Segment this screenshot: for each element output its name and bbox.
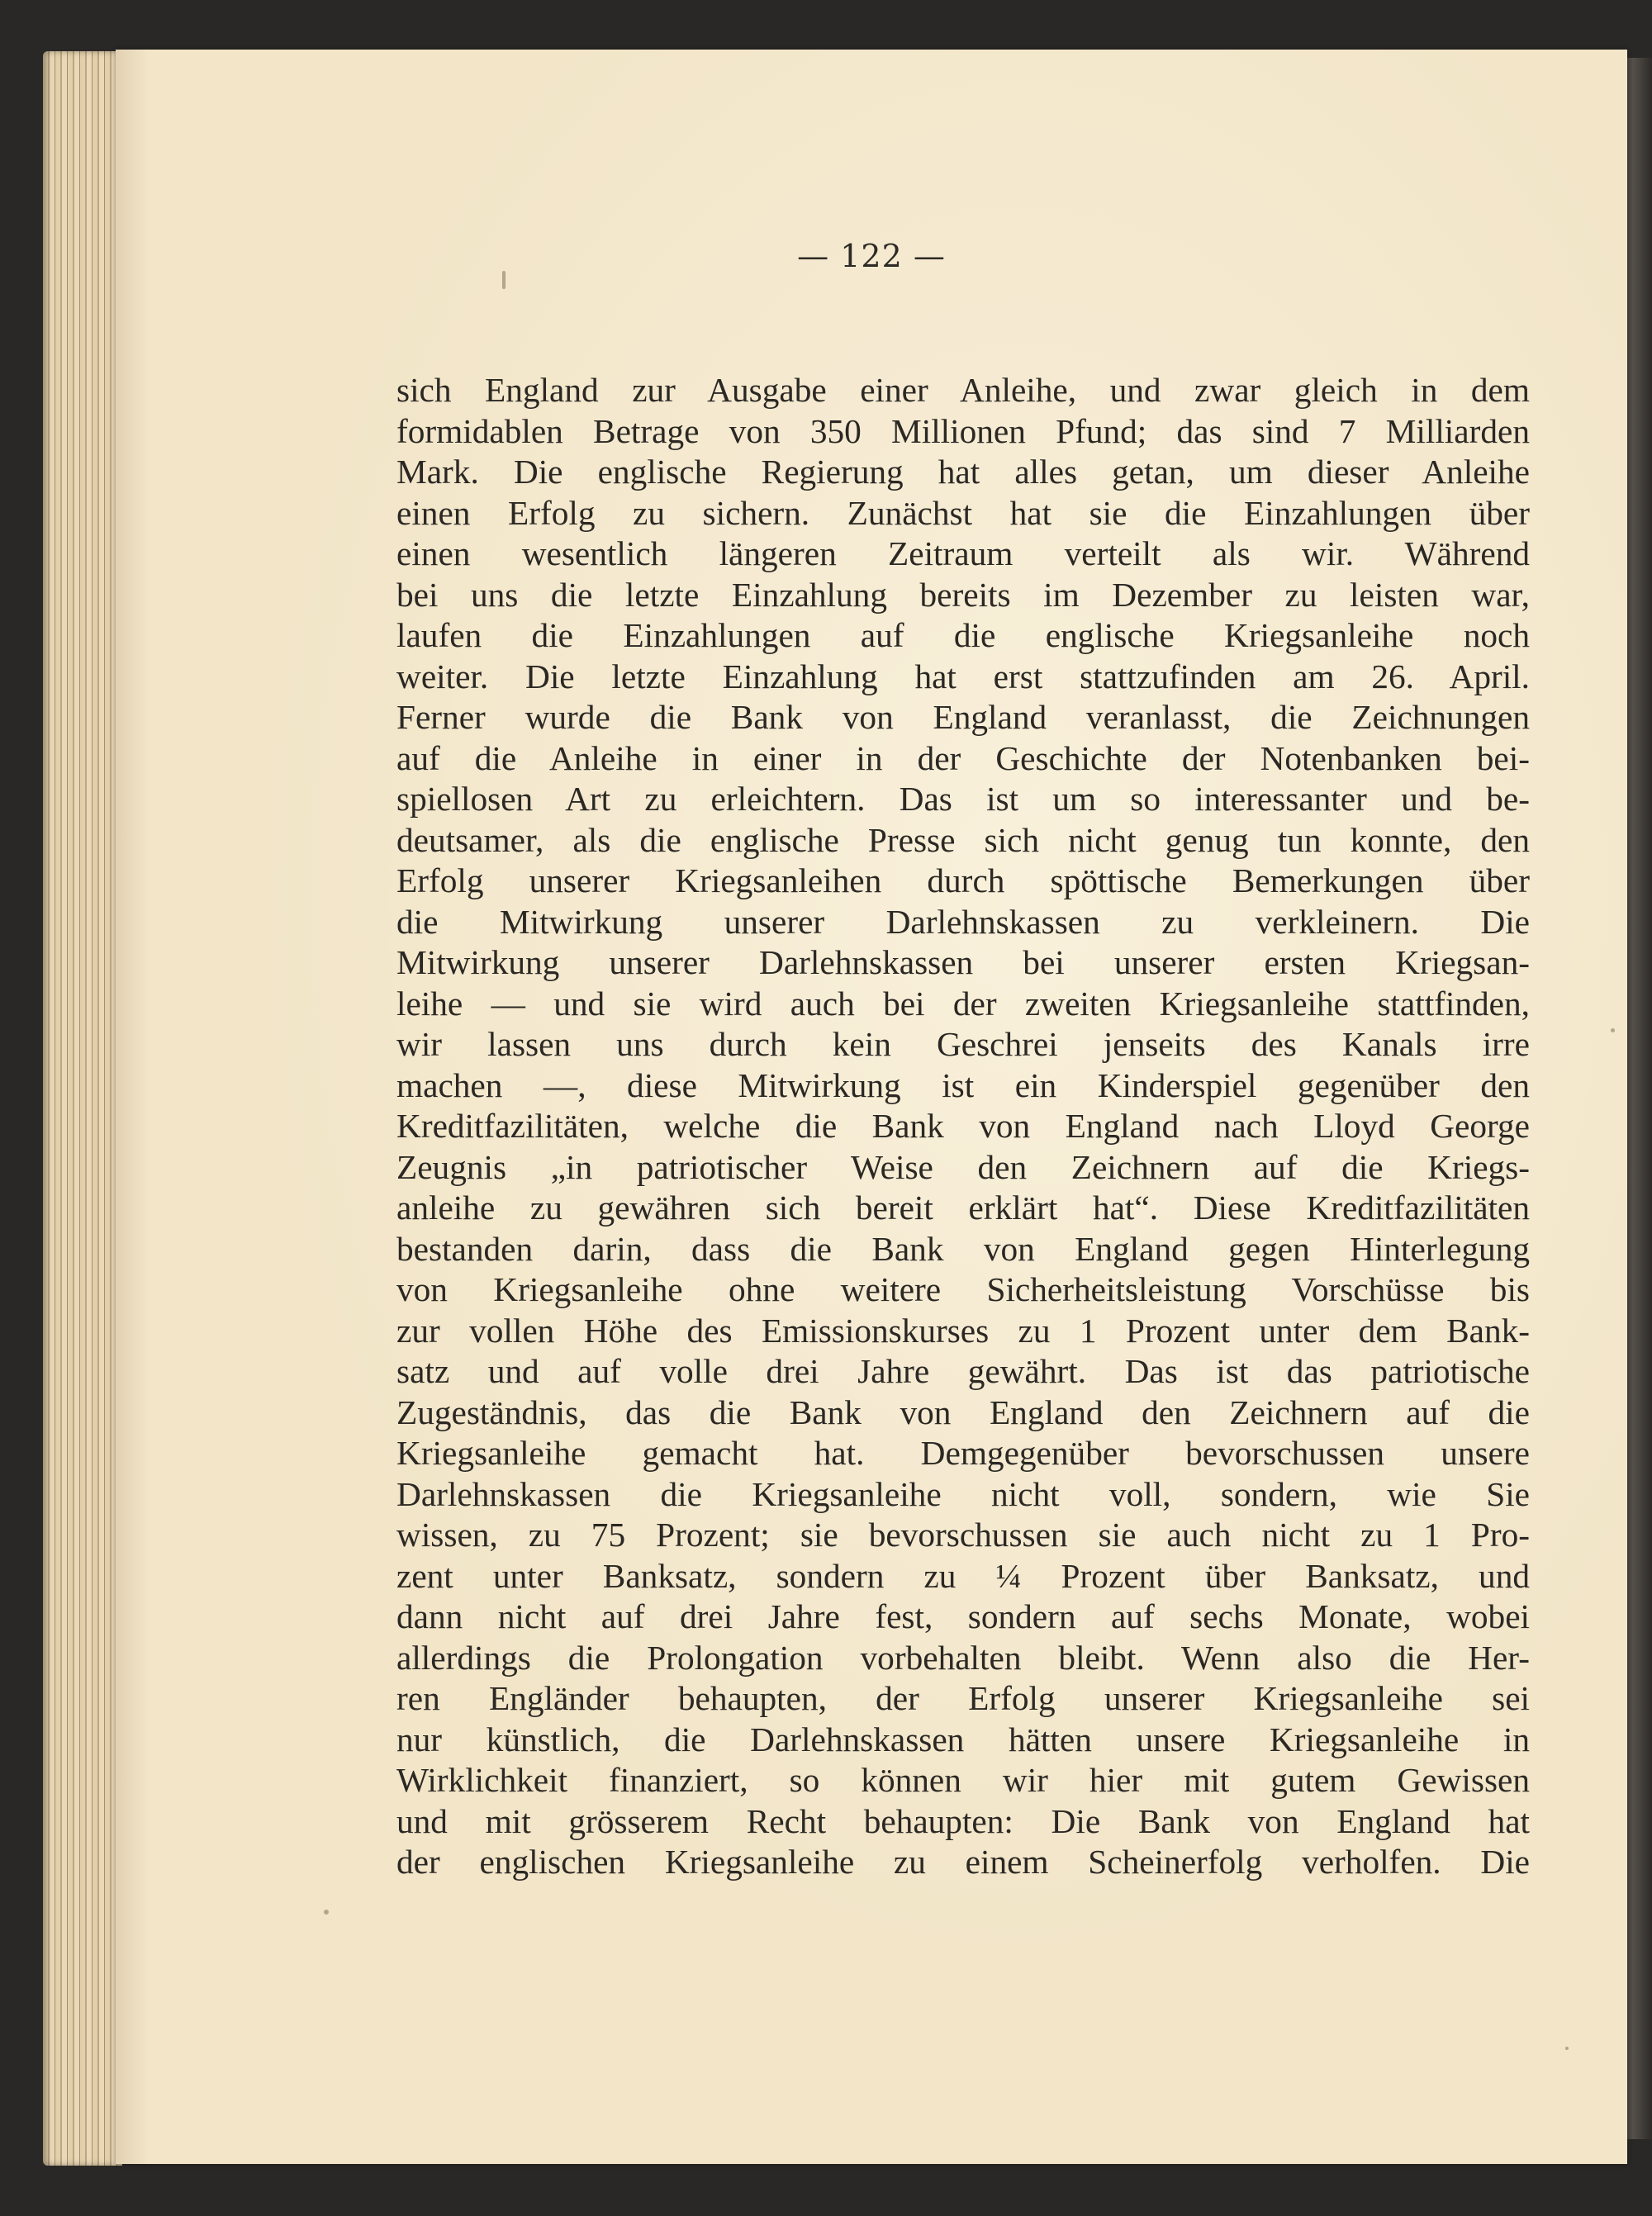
text-line: bestanden darin, dass die Bank von England gegen Hinterlegung xyxy=(396,1229,1530,1268)
text-line: sich England zur Ausgabe einer Anleihe, und zwar gleich in dem xyxy=(396,371,1530,409)
body-text xyxy=(396,370,1530,1883)
text-line: Darlehnskassen die Kriegsanleihe nicht voll, sondern, wie Sie xyxy=(396,1474,1530,1513)
text-line: Zugeständnis, das die Bank von England den Zeichnern auf die xyxy=(396,1393,1530,1431)
text-line: Mark. Die englische Regierung hat alles getan, um dieser Anleihe xyxy=(396,453,1530,491)
text-line: satz und auf volle drei Jahre gewährt. Das ist das patriotische xyxy=(396,1352,1530,1390)
text-line: einen wesentlich längeren Zeitraum verteilt als wir. Während xyxy=(396,534,1530,572)
text-line: Wirklichkeit finanziert, so können wir hier mit gutem Gewissen xyxy=(396,1761,1530,1799)
text-line: formidablen Betrage von 350 Millionen Pfund; das sind 7 Milliarden xyxy=(396,411,1530,450)
text-line: deutsamer, als die englische Presse sich nicht genug tun konnte, den xyxy=(396,820,1530,859)
text-line: Erfolg unserer Kriegsanleihen durch spöttische Bemerkungen über xyxy=(396,861,1530,899)
paper-speck xyxy=(502,271,506,289)
text-line: und mit grösserem Recht behaupten: Die Bank von England hat xyxy=(396,1801,1530,1840)
text-line: weiter. Die letzte Einzahlung hat erst stattzufinden am 26. April. xyxy=(396,657,1530,695)
text-line: die Mitwirkung unserer Darlehnskassen zu verkleinern. Die xyxy=(396,902,1530,941)
text-line: leihe — und sie wird auch bei der zweiten Kriegsanleihe stattfinden, xyxy=(396,984,1530,1023)
paper-speck xyxy=(324,1910,329,1915)
text-line: allerdings die Prolongation vorbehalten bleibt. Wenn also die Her- xyxy=(396,1638,1530,1677)
text-line: Kriegsanleihe gemacht hat. Demgegenüber bevorschussen unsere xyxy=(396,1434,1530,1472)
text-line: einen Erfolg zu sichern. Zunächst hat sie die Einzahlungen über xyxy=(396,493,1530,532)
text-line: der englischen Kriegsanleihe zu einem Scheinerfolg verholfen. Die xyxy=(396,1843,1530,1881)
page-number: — 122 — xyxy=(797,238,946,274)
text-line: nur künstlich, die Darlehnskassen hätten unsere Kriegsanleihe in xyxy=(396,1720,1530,1758)
paper-speck xyxy=(1565,2047,1569,2050)
text-line: Mitwirkung unserer Darlehnskassen bei unserer ersten Kriegsan- xyxy=(396,943,1530,981)
text-line: auf die Anleihe in einer in der Geschichte der Notenbanken bei- xyxy=(396,738,1530,777)
text-line: dann nicht auf drei Jahre fest, sondern auf sechs Monate, wobei xyxy=(396,1597,1530,1635)
book-page-edges xyxy=(43,51,122,2166)
text-line: bei uns die letzte Einzahlung bereits im Dezember zu leisten war, xyxy=(396,575,1530,614)
text-line: zent unter Banksatz, sondern zu ¼ Prozent über Banksatz, und xyxy=(396,1556,1530,1595)
text-line: anleihe zu gewähren sich bereit erklärt hat“. Diese Kreditfazilitäten xyxy=(396,1189,1530,1227)
text-line: Kreditfazilitäten, welche die Bank von England nach Lloyd George xyxy=(396,1107,1530,1145)
text-line: Zeugnis „in patriotischer Weise den Zeichnern auf die Kriegs- xyxy=(396,1147,1530,1186)
text-line: Ferner wurde die Bank von England veranlasst, die Zeichnungen xyxy=(396,698,1530,736)
text-line: wir lassen uns durch kein Geschrei jenseits des Kanals irre xyxy=(396,1025,1530,1063)
text-line: spiellosen Art zu erleichtern. Das ist um so interessanter und be- xyxy=(396,780,1530,818)
text-line: zur vollen Höhe des Emissionskurses zu 1 Prozent unter dem Bank- xyxy=(396,1311,1530,1350)
text-line: machen —, diese Mitwirkung ist ein Kinderspiel gegenüber den xyxy=(396,1065,1530,1104)
paper-speck xyxy=(1611,1028,1615,1032)
text-line: wissen, zu 75 Prozent; sie bevorschussen sie auch nicht zu 1 Pro- xyxy=(396,1516,1530,1554)
text-line: ren Engländer behaupten, der Erfolg unserer Kriegsanleihe sei xyxy=(396,1679,1530,1717)
text-line: von Kriegsanleihe ohne weitere Sicherheitsleistung Vorschüsse bis xyxy=(396,1270,1530,1308)
text-line: laufen die Einzahlungen auf die englische Kriegsanleihe noch xyxy=(396,616,1530,654)
book-page xyxy=(116,50,1627,2164)
